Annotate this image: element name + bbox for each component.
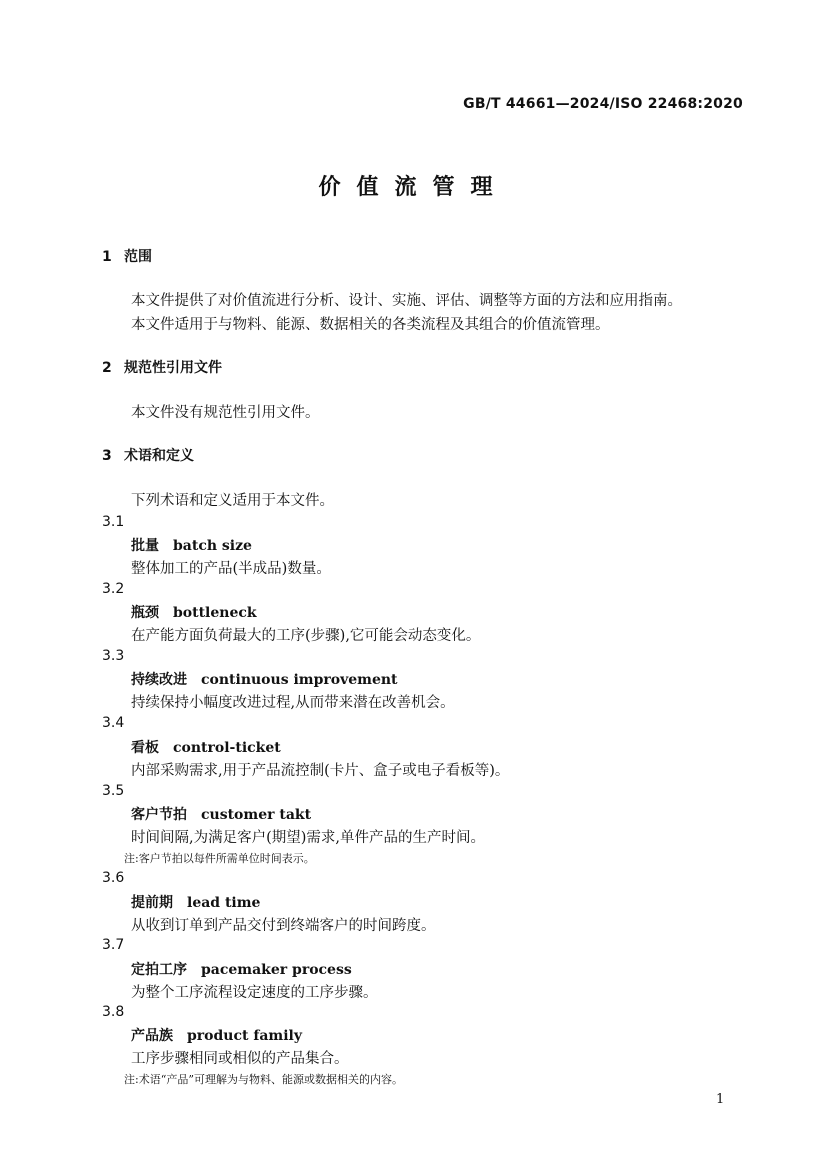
term-zh: 客户节拍 — [131, 807, 187, 823]
term-number: 3.5 — [102, 783, 125, 799]
section-2-paragraph-1: 本文件没有规范性引用文件。 — [131, 405, 320, 421]
term-zh: 持续改进 — [131, 672, 187, 688]
term-en: pacemaker process — [201, 962, 352, 978]
term-heading — [131, 535, 252, 555]
term-definition: 为整个工序流程设定速度的工序步骤。 — [131, 985, 378, 1001]
term-definition: 持续保持小幅度改进过程,从而带来潜在改善机会。 — [131, 695, 455, 711]
section-title: 术语和定义 — [124, 448, 194, 464]
term-zh: 产品族 — [131, 1028, 173, 1044]
section-3-paragraph-1: 下列术语和定义适用于本文件。 — [131, 493, 334, 509]
term-en: customer takt — [201, 807, 312, 823]
term-zh: 瓶颈 — [131, 605, 159, 621]
term-en: control-ticket — [173, 740, 281, 756]
term-heading — [131, 737, 281, 757]
section-1-paragraph-2: 本文件适用于与物料、能源、数据相关的各类流程及其组合的价值流管理。 — [131, 317, 610, 333]
document-title: 价值流管理 — [318, 175, 509, 200]
term-definition: 内部采购需求,用于产品流控制(卡片、盒子或电子看板等)。 — [131, 763, 510, 779]
term-heading — [131, 892, 260, 912]
term-number: 3.7 — [102, 937, 125, 953]
term-en: continuous improvement — [201, 672, 398, 688]
term-zh: 定拍工序 — [131, 962, 187, 978]
term-en: bottleneck — [173, 605, 257, 621]
section-title: 范围 — [124, 249, 152, 265]
term-en: lead time — [187, 895, 261, 911]
section-2-heading — [102, 357, 222, 377]
term-number: 3.3 — [102, 648, 125, 664]
term-number: 3.8 — [102, 1004, 125, 1020]
term-heading — [131, 804, 311, 824]
section-1-paragraph-1: 本文件提供了对价值流进行分析、设计、实施、评估、调整等方面的方法和应用指南。 — [131, 293, 682, 309]
term-heading — [131, 602, 257, 622]
term-note: 注:客户节拍以每件所需单位时间表示。 — [124, 852, 315, 865]
section-number: 3 — [102, 448, 112, 464]
section-1-heading — [102, 246, 152, 266]
term-heading — [131, 1025, 302, 1045]
term-definition: 整体加工的产品(半成品)数量。 — [131, 561, 331, 577]
page-number: 1 — [716, 1092, 725, 1107]
term-en: batch size — [173, 538, 252, 554]
term-definition: 时间间隔,为满足客户(期望)需求,单件产品的生产时间。 — [131, 830, 486, 846]
section-number: 1 — [102, 249, 112, 265]
term-zh: 看板 — [131, 740, 159, 756]
term-heading — [131, 959, 352, 979]
term-heading — [131, 669, 398, 689]
section-title: 规范性引用文件 — [124, 360, 222, 376]
term-zh: 提前期 — [131, 895, 173, 911]
term-definition: 从收到订单到产品交付到终端客户的时间跨度。 — [131, 918, 436, 934]
standard-code: GB/T 44661—2024/ISO 22468:2020 — [463, 96, 743, 112]
term-en: product family — [187, 1028, 303, 1044]
section-3-heading — [102, 445, 194, 465]
term-number: 3.6 — [102, 870, 125, 886]
term-number: 3.1 — [102, 514, 125, 530]
term-definition: 在产能方面负荷最大的工序(步骤),它可能会动态变化。 — [131, 628, 481, 644]
term-note: 注:术语“产品”可理解为与物料、能源或数据相关的内容。 — [124, 1073, 403, 1086]
term-number: 3.4 — [102, 715, 125, 731]
term-number: 3.2 — [102, 581, 125, 597]
section-number: 2 — [102, 360, 112, 376]
term-zh: 批量 — [131, 538, 159, 554]
term-definition: 工序步骤相同或相似的产品集合。 — [131, 1051, 349, 1067]
